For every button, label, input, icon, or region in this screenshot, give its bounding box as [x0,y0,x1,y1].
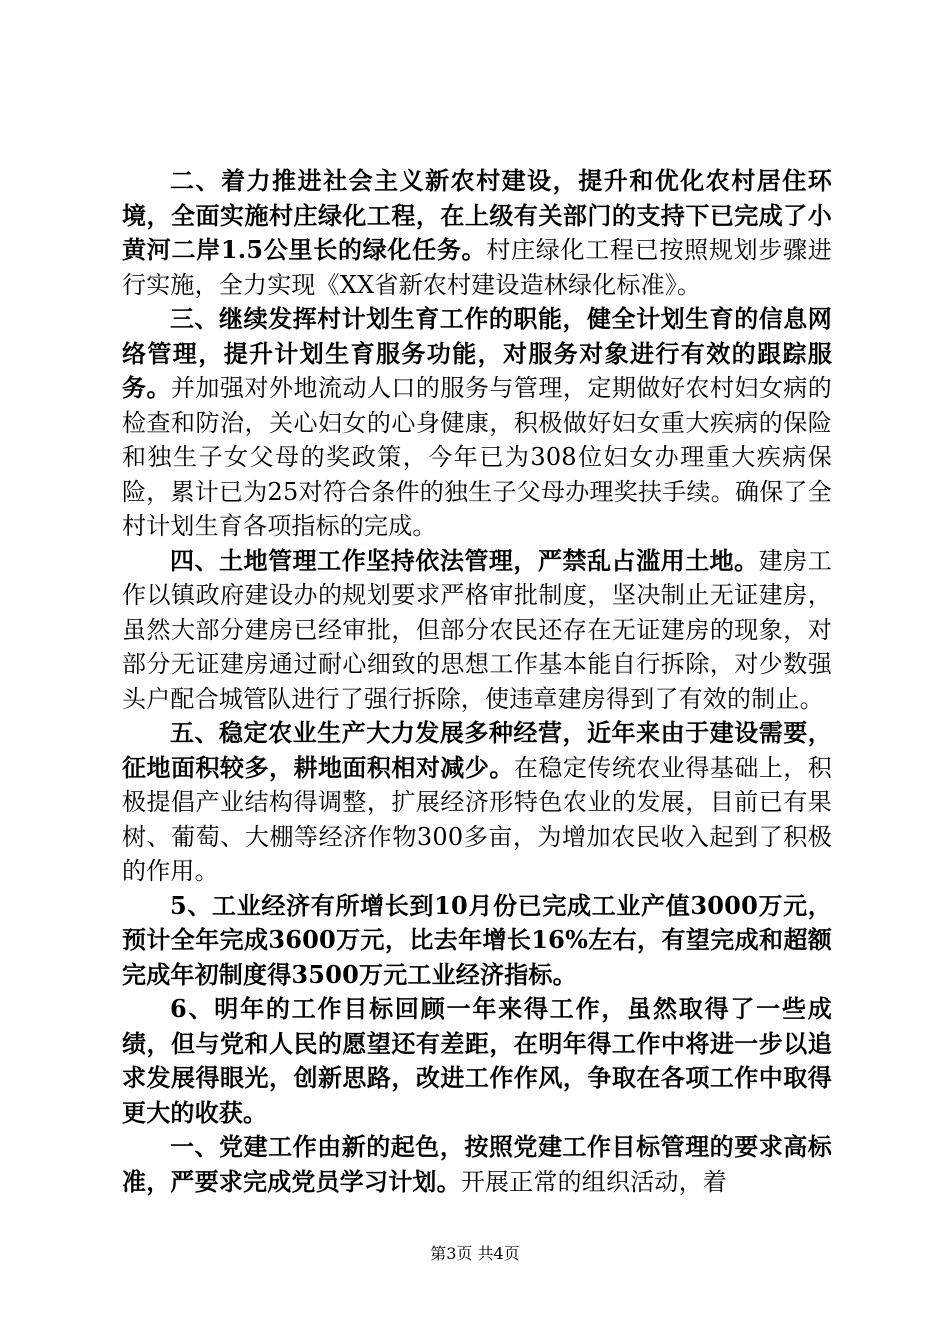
paragraph-land-management [122,544,832,717]
paragraph-lead: 一、党建工作由新的起色，按照党建工作目标管理的要求高标准，严要求完成党员学习计划。 [122,1132,832,1196]
paragraph-party-building [122,1130,832,1199]
paragraph-body: 并加强对外地流动人口的服务与管理，定期做好农村妇女病的检查和防治，关心妇女的心身健康，积极做好妇女重大疾病的保险和独生子女父母的奖政策，今年已为308位妇女办理重大疾病保险，累计已为25对符合条件的独生子父母办理奖扶手续。确保了全村计划生育各项指标的完成。 [122,374,833,540]
paragraph-next-year-goals [122,992,832,1130]
paragraph-lead: 五、稳定农业生产大力发展多种经营，近年来由于建设需要，征地面积较多，耕地面积相对减少。 [122,718,832,782]
paragraph-village-greening [122,164,832,302]
paragraph-lead: 5、工业经济有所增长到10月份已完成工业产值3000万元，预计全年完成3600万元，比去年增长16%左右，有望完成和超额完成年初制度得3500万元工业经济指标。 [122,890,832,989]
paragraph-lead: 四、土地管理工作坚持依法管理，严禁乱占滥用土地。 [170,545,759,575]
paragraph-body: 村庄绿化工程已按照规划步骤进行实施，全力实现《XX省新农村建设造林绿化标准》。 [122,236,832,299]
document-body [122,164,832,1199]
paragraph-industrial-economy [122,889,832,993]
paragraph-body: 开展正常的组织活动，着 [460,1167,728,1196]
paragraph-body: 在稳定传统农业得基础上，积极提倡产业结构得调整，扩展经济形特色农业的发展，目前已有果树、葡萄、大棚等经济作物300多亩，为增加农民收入起到了积极的作用。 [122,753,832,885]
paragraph-body: 建房工作以镇政府建设办的规划要求严格审批制度，坚决制止无证建房，虽然大部分建房已经审批，但部分农民还存在无证建房的现象，对部分无证建房通过耐心细致的思想工作基本能自行拆除，对少数强头户配合城管队进行了强行拆除，使违章建房得到了有效的制止。 [122,546,832,713]
paragraph-lead: 6、明年的工作目标回顾一年来得工作，虽然取得了一些成绩，但与党和人民的愿望还有差距，在明年得工作中将进一步以追求发展得眼光，创新思路，改进工作作风，争取在各项工作中取得更大的收获。 [122,994,832,1127]
paragraph-lead: 二、着力推进社会主义新农村建设，提升和优化农村居住环境，全面实施村庄绿化工程，在上级有关部门的支持下已完成了小黄河二岸1.5公里长的绿化任务。 [122,166,832,264]
paragraph-lead: 三、继续发挥村计划生育工作的职能，健全计划生育的信息网络管理，提升计划生育服务功能，对服务对象进行有效的跟踪服务。 [122,304,832,402]
page-number-footer: 第3页 共4页 [430,1244,520,1263]
paragraph-agriculture [122,716,832,889]
paragraph-family-planning [122,302,832,544]
